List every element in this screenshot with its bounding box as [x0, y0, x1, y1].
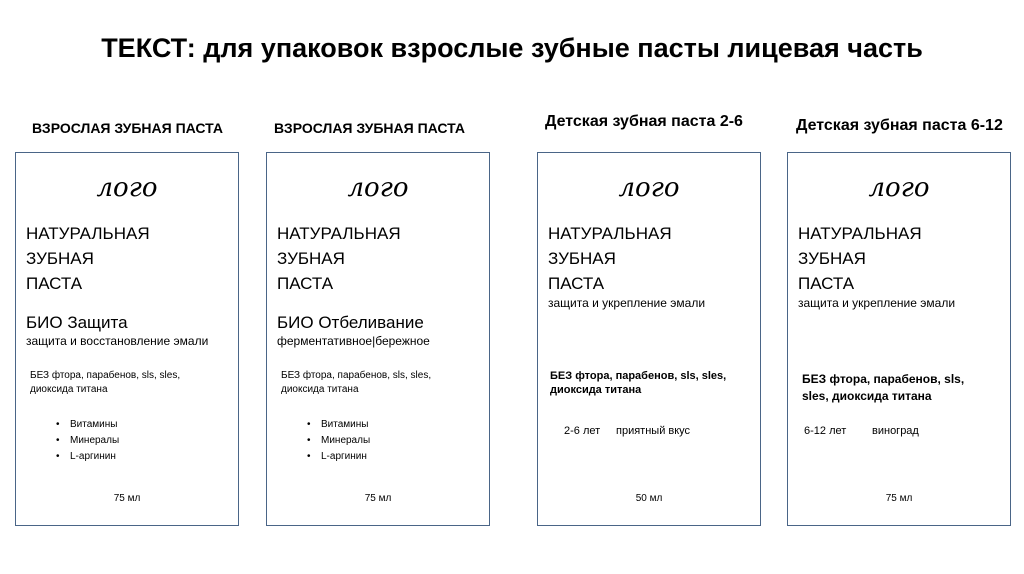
- logo-placeholder: лого: [347, 173, 409, 203]
- free-from-text: БЕЗ фтора, парабенов, sls, sles, диоксида титана: [802, 372, 965, 403]
- volume-label: 75 мл: [364, 493, 392, 504]
- product-name: НАТУРАЛЬНАЯ ЗУБНАЯ ПАСТА: [548, 224, 672, 293]
- product-name: НАТУРАЛЬНАЯ ЗУБНАЯ ПАСТА: [277, 224, 401, 293]
- taste-label: приятный вкус: [616, 425, 691, 437]
- product-subtitle: защита и укрепление эмали: [548, 296, 706, 310]
- logo-placeholder: лого: [96, 173, 158, 203]
- list-item: • Минералы: [307, 433, 370, 449]
- column-heading-kids-2-6: Детская зубная паста 2-6: [545, 113, 743, 130]
- product-name: НАТУРАЛЬНАЯ ЗУБНАЯ ПАСТА: [26, 224, 150, 293]
- list-item: • L-аргинин: [56, 449, 119, 465]
- variant-subtitle: ферментативное|бережное: [277, 334, 430, 348]
- variant-subtitle: защита и восстановление эмали: [26, 334, 209, 348]
- variant-name: БИО Защита: [26, 313, 128, 332]
- age-label: 2-6 лет: [564, 425, 601, 437]
- list-item: • Витамины: [56, 417, 119, 433]
- ingredients-list: [307, 417, 370, 465]
- product-name: НАТУРАЛЬНАЯ ЗУБНАЯ ПАСТА: [798, 224, 922, 293]
- volume-label: 75 мл: [885, 493, 913, 504]
- free-from-text: БЕЗ фтора, парабенов, sls, sles, диоксида титана: [550, 370, 727, 396]
- package-card-adult-whitening: [266, 152, 490, 526]
- ingredients-list: [56, 417, 119, 465]
- package-card-kids-6-12: [787, 152, 1011, 526]
- taste-label: виноград: [872, 425, 919, 437]
- free-from-text: БЕЗ фтора, парабенов, sls, sles, диоксида титана: [281, 370, 432, 395]
- list-item: • Витамины: [307, 417, 370, 433]
- volume-label: 50 мл: [635, 493, 663, 504]
- list-item: • Минералы: [56, 433, 119, 449]
- logo-placeholder: лого: [618, 173, 680, 203]
- age-label: 6-12 лет: [804, 425, 847, 437]
- list-item: • L-аргинин: [307, 449, 370, 465]
- package-card-adult-protect: [15, 152, 239, 526]
- slide-title: ТЕКСТ: для упаковок взрослые зубные пасты лицевая часть: [101, 33, 923, 63]
- logo-placeholder: лого: [868, 173, 930, 203]
- volume-label: 75 мл: [113, 493, 141, 504]
- package-card-kids-2-6: [537, 152, 761, 526]
- column-heading-adult-protect: ВЗРОСЛАЯ ЗУБНАЯ ПАСТА: [32, 120, 223, 136]
- column-heading-kids-6-12: Детская зубная паста 6-12: [796, 117, 1003, 134]
- product-subtitle: защита и укрепление эмали: [798, 296, 956, 310]
- variant-name: БИО Отбеливание: [277, 313, 424, 332]
- column-heading-adult-whitening: ВЗРОСЛАЯ ЗУБНАЯ ПАСТА: [274, 120, 465, 136]
- free-from-text: БЕЗ фтора, парабенов, sls, sles, диоксида титана: [30, 370, 181, 395]
